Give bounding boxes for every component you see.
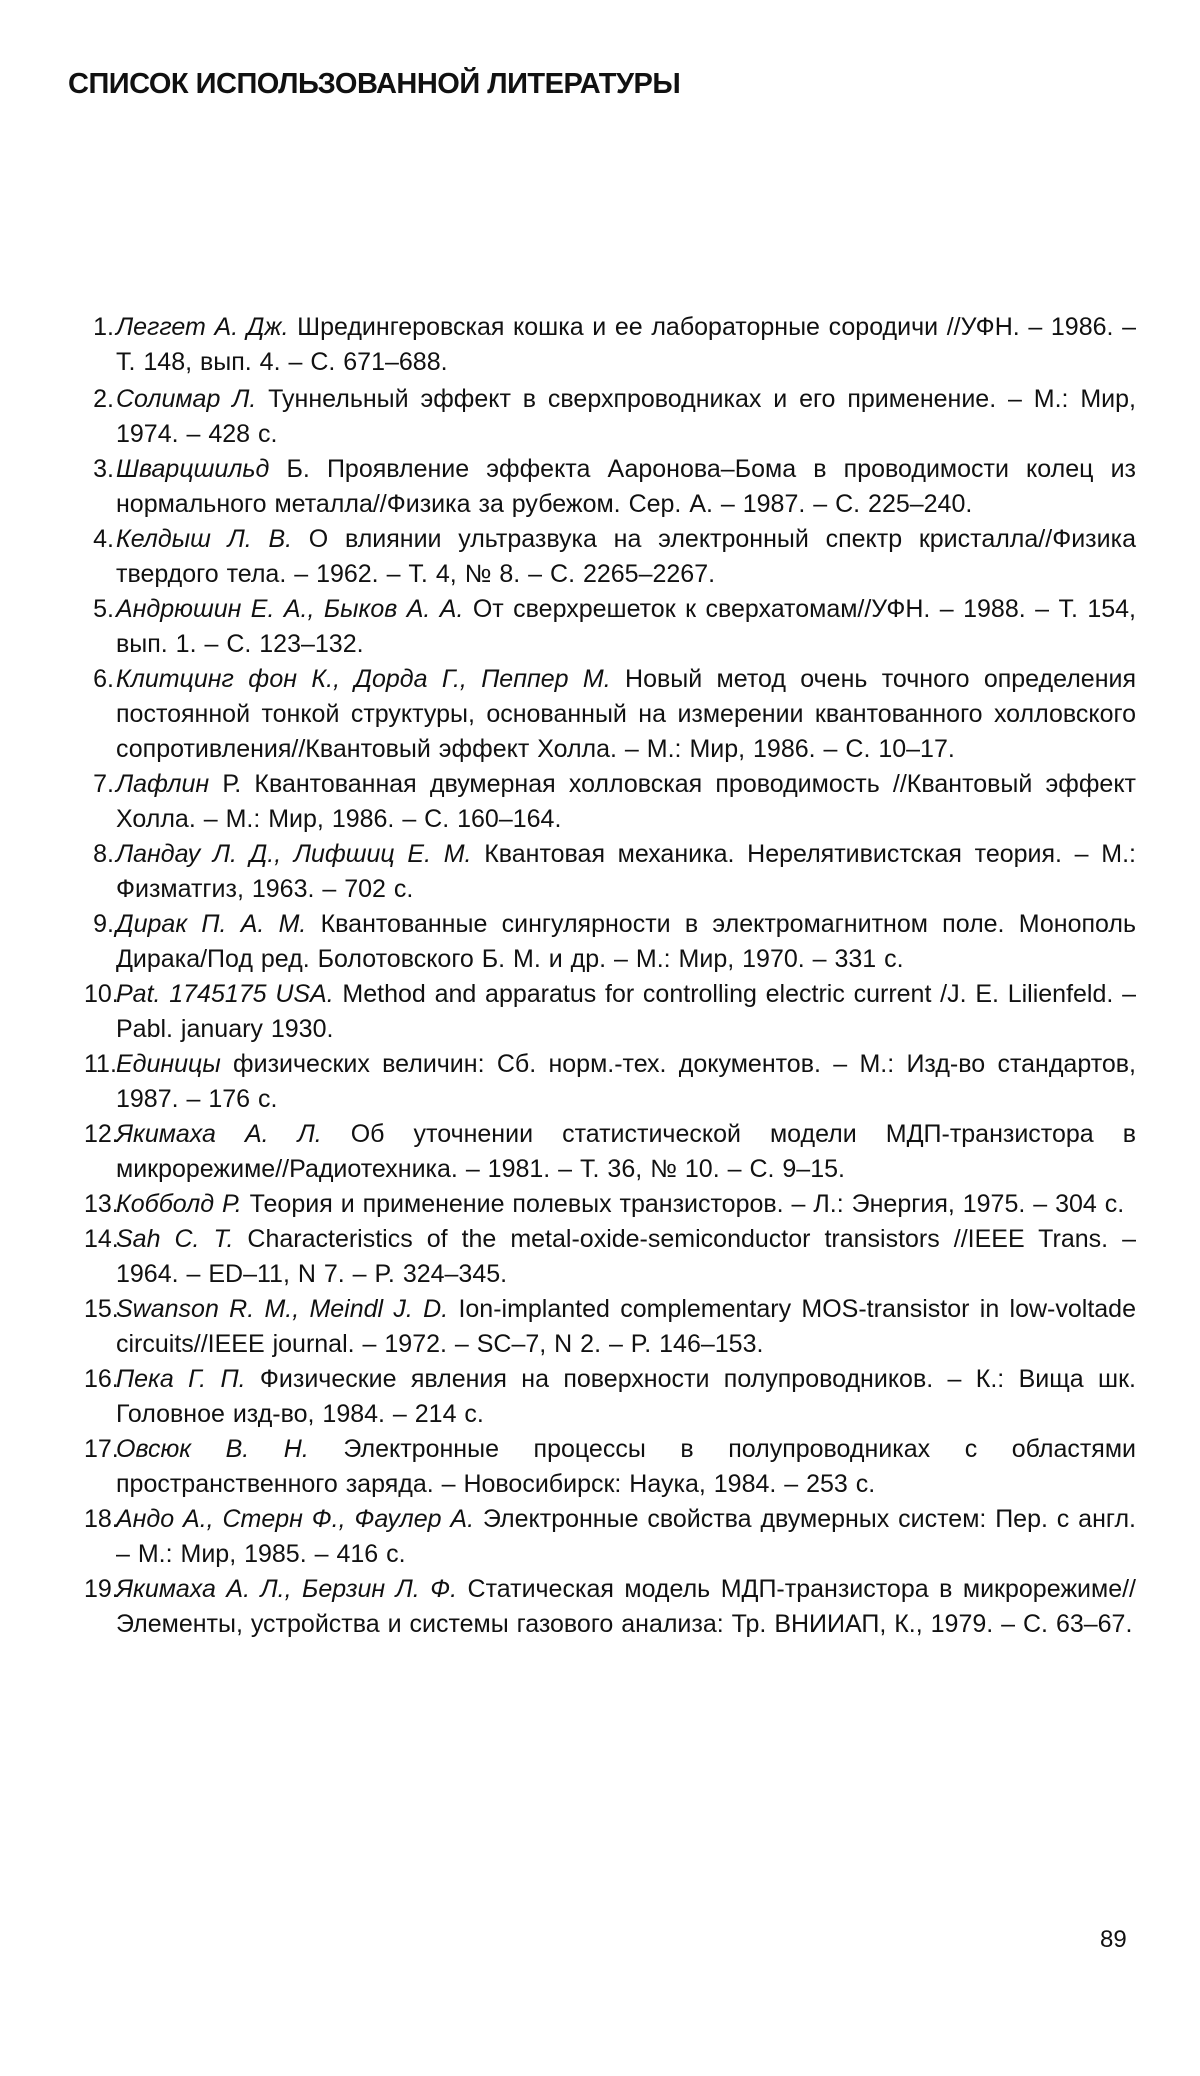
reference-item: [84, 522, 1136, 592]
reference-details: Статическая модель МДП-транзистора в микрорежиме//Элементы, устройства и системы газового анализа: Тр. ВНИИАП, К., 1979. – С. 63–67.: [116, 1575, 1136, 1638]
reference-text: [116, 1502, 1136, 1572]
reference-item: [84, 977, 1136, 1047]
reference-author: Клитцинг фон К., Дорда Г., Пеппер М.: [116, 665, 611, 693]
reference-text: [116, 1572, 1136, 1642]
reference-text: [116, 907, 1136, 977]
reference-list: [84, 310, 1136, 1642]
reference-item: [84, 592, 1136, 662]
reference-details: Method and apparatus for controlling electric current /J. E. Lilienfeld. – Pabl. january 1930.: [116, 980, 1136, 1043]
reference-author: Якимаха А. Л.: [116, 1120, 322, 1148]
reference-number: 2.: [93, 385, 114, 413]
reference-author: Кобболд Р.: [116, 1190, 242, 1218]
reference-author: Пека Г. П.: [116, 1365, 246, 1393]
reference-number: 8.: [93, 840, 114, 868]
reference-number: 19.: [84, 1575, 119, 1603]
reference-text: [116, 452, 1136, 522]
reference-number: 9.: [93, 910, 114, 938]
reference-author: Лафлин: [116, 770, 210, 798]
reference-text: [116, 1432, 1136, 1502]
reference-number: 12.: [84, 1120, 119, 1148]
reference-details: Электронные свойства двумерных систем: Пер. с англ. – М.: Мир, 1985. – 416 с.: [116, 1505, 1136, 1568]
reference-author: Якимаха А. Л., Берзин Л. Ф.: [116, 1575, 458, 1603]
reference-number: 11.: [84, 1050, 117, 1078]
reference-item: [84, 907, 1136, 977]
reference-details: Электронные процессы в полупроводниках с областями пространственного заряда. – Новосибирск: Наука, 1984. – 253 с.: [116, 1435, 1137, 1498]
reference-details: Новый метод очень точного определения постоянной тонкой структуры, основанный на измерении квантованного холловского сопротивления//Квантовый эффект Холла. – М.: Мир, 1986. – С. 10–17.: [116, 665, 1136, 763]
reference-text: [116, 1117, 1136, 1187]
reference-author: Андрюшин Е. А., Быков А. А.: [116, 595, 464, 623]
reference-text: [116, 767, 1136, 837]
reference-author: Единицы: [116, 1050, 221, 1078]
reference-author: Солимар Л.: [116, 385, 257, 413]
reference-number: 3.: [93, 455, 114, 483]
reference-details: Об уточнении статистической модели МДП-транзистора в микрорежиме//Радиотехника. – 1981. – Т. 36, № 10. – С. 9–15.: [116, 1120, 1137, 1183]
reference-text: [116, 1362, 1136, 1432]
reference-item: [84, 1432, 1136, 1502]
reference-details: Туннельный эффект в сверхпроводниках и его применение. – М.: Мир, 1974. – 428 с.: [116, 385, 1136, 448]
reference-text: [116, 592, 1136, 662]
reference-item: [84, 837, 1136, 907]
reference-author: Ландау Л. Д., Лифшиц Е. М.: [116, 840, 472, 868]
reference-item: [84, 1117, 1136, 1187]
reference-text: [116, 310, 1136, 380]
reference-author: Sah C. T.: [116, 1225, 234, 1253]
reference-item: [84, 1047, 1136, 1117]
reference-number: 14.: [84, 1225, 119, 1253]
reference-details: Р. Квантованная двумерная холловская проводимость //Квантовый эффект Холла. – М.: Мир, 1986. – С. 160–164.: [116, 770, 1136, 833]
reference-item: [84, 1572, 1136, 1642]
reference-number: 10.: [84, 980, 119, 1008]
reference-author: Swanson R. M., Meindl J. D.: [116, 1295, 449, 1323]
reference-details: Ion-implanted complementary MOS-transistor in low-voltade circuits//IEEE journal. – 1972. – SC–7, N 2. – P. 146–153.: [116, 1295, 1136, 1358]
reference-item: [84, 1222, 1136, 1292]
reference-text: [116, 382, 1136, 452]
reference-details: физических величин: Сб. норм.-тех. документов. – М.: Изд-во стандартов, 1987. – 176 с.: [116, 1050, 1136, 1113]
reference-author: Дирак П. А. М.: [116, 910, 307, 938]
reference-text: [116, 1222, 1136, 1292]
reference-text: [116, 662, 1136, 767]
reference-number: 17.: [84, 1435, 119, 1463]
reference-details: Квантованные сингулярности в электромагнитном поле. Монополь Дирака/Под ред. Болотовского Б. М. и др. – М.: Мир, 1970. – 331 с.: [116, 910, 1136, 973]
reference-number: 6.: [93, 665, 114, 693]
reference-number: 5.: [93, 595, 114, 623]
reference-text: [116, 1187, 1136, 1222]
reference-author: Андо А., Стерн Ф., Фаулер А.: [116, 1505, 475, 1533]
reference-author: Леггет А. Дж.: [116, 313, 289, 341]
reference-number: 16.: [84, 1365, 119, 1393]
reference-number: 4.: [93, 525, 114, 553]
reference-text: [116, 522, 1136, 592]
reference-text: [116, 837, 1136, 907]
reference-details: Шредингеровская кошка и ее лабораторные сородичи //УФН. – 1986. – Т. 148, вып. 4. – С. 671–688.: [116, 313, 1136, 376]
reference-text: [116, 1292, 1136, 1362]
page-number: 89: [1100, 1926, 1127, 1953]
reference-number: 18.: [84, 1505, 119, 1533]
reference-author: Шварцшильд: [116, 455, 270, 483]
reference-item: [84, 662, 1136, 767]
reference-author: Келдыш Л. В.: [116, 525, 293, 553]
reference-item: [84, 1187, 1136, 1222]
reference-details: Квантовая механика. Нерелятивистская теория. – М.: Физматгиз, 1963. – 702 с.: [116, 840, 1136, 903]
reference-details: От сверхрешеток к сверхатомам//УФН. – 1988. – Т. 154, вып. 1. – С. 123–132.: [116, 595, 1137, 658]
reference-item: [84, 1362, 1136, 1432]
reference-item: [84, 452, 1136, 522]
page-title: СПИСОК ИСПОЛЬЗОВАННОЙ ЛИТЕРАТУРЫ: [68, 68, 681, 100]
reference-item: [84, 1292, 1136, 1362]
reference-number: 7.: [93, 770, 114, 798]
reference-text: [116, 1047, 1136, 1117]
reference-details: Characteristics of the metal-oxide-semiconductor transistors //IEEE Trans. – 1964. – ED–11, N 7. – P. 324–345.: [116, 1225, 1136, 1288]
reference-item: [84, 382, 1136, 452]
reference-item: [84, 1502, 1136, 1572]
reference-item: [84, 310, 1136, 380]
reference-details: Б. Проявление эффекта Ааронова–Бома в проводимости колец из нормального металла//Физика за рубежом. Сер. А. – 1987. – С. 225–240.: [116, 455, 1136, 518]
reference-text: [116, 977, 1136, 1047]
reference-number: 13.: [84, 1190, 119, 1218]
reference-author: Овсюк В. Н.: [116, 1435, 309, 1463]
reference-number: 15.: [84, 1295, 119, 1323]
reference-author: Pat. 1745175 USA.: [116, 980, 334, 1008]
reference-details: О влиянии ультразвука на электронный спектр кристалла//Физика твердого тела. – 1962. – Т. 4, № 8. – С. 2265–2267.: [116, 525, 1136, 588]
reference-details: Теория и применение полевых транзисторов. – Л.: Энергия, 1975. – 304 с.: [241, 1190, 1125, 1218]
reference-item: [84, 767, 1136, 837]
reference-number: 1.: [93, 313, 114, 341]
reference-details: Физические явления на поверхности полупроводников. – К.: Вища шк. Головное изд-во, 1984. – 214 с.: [116, 1365, 1136, 1428]
